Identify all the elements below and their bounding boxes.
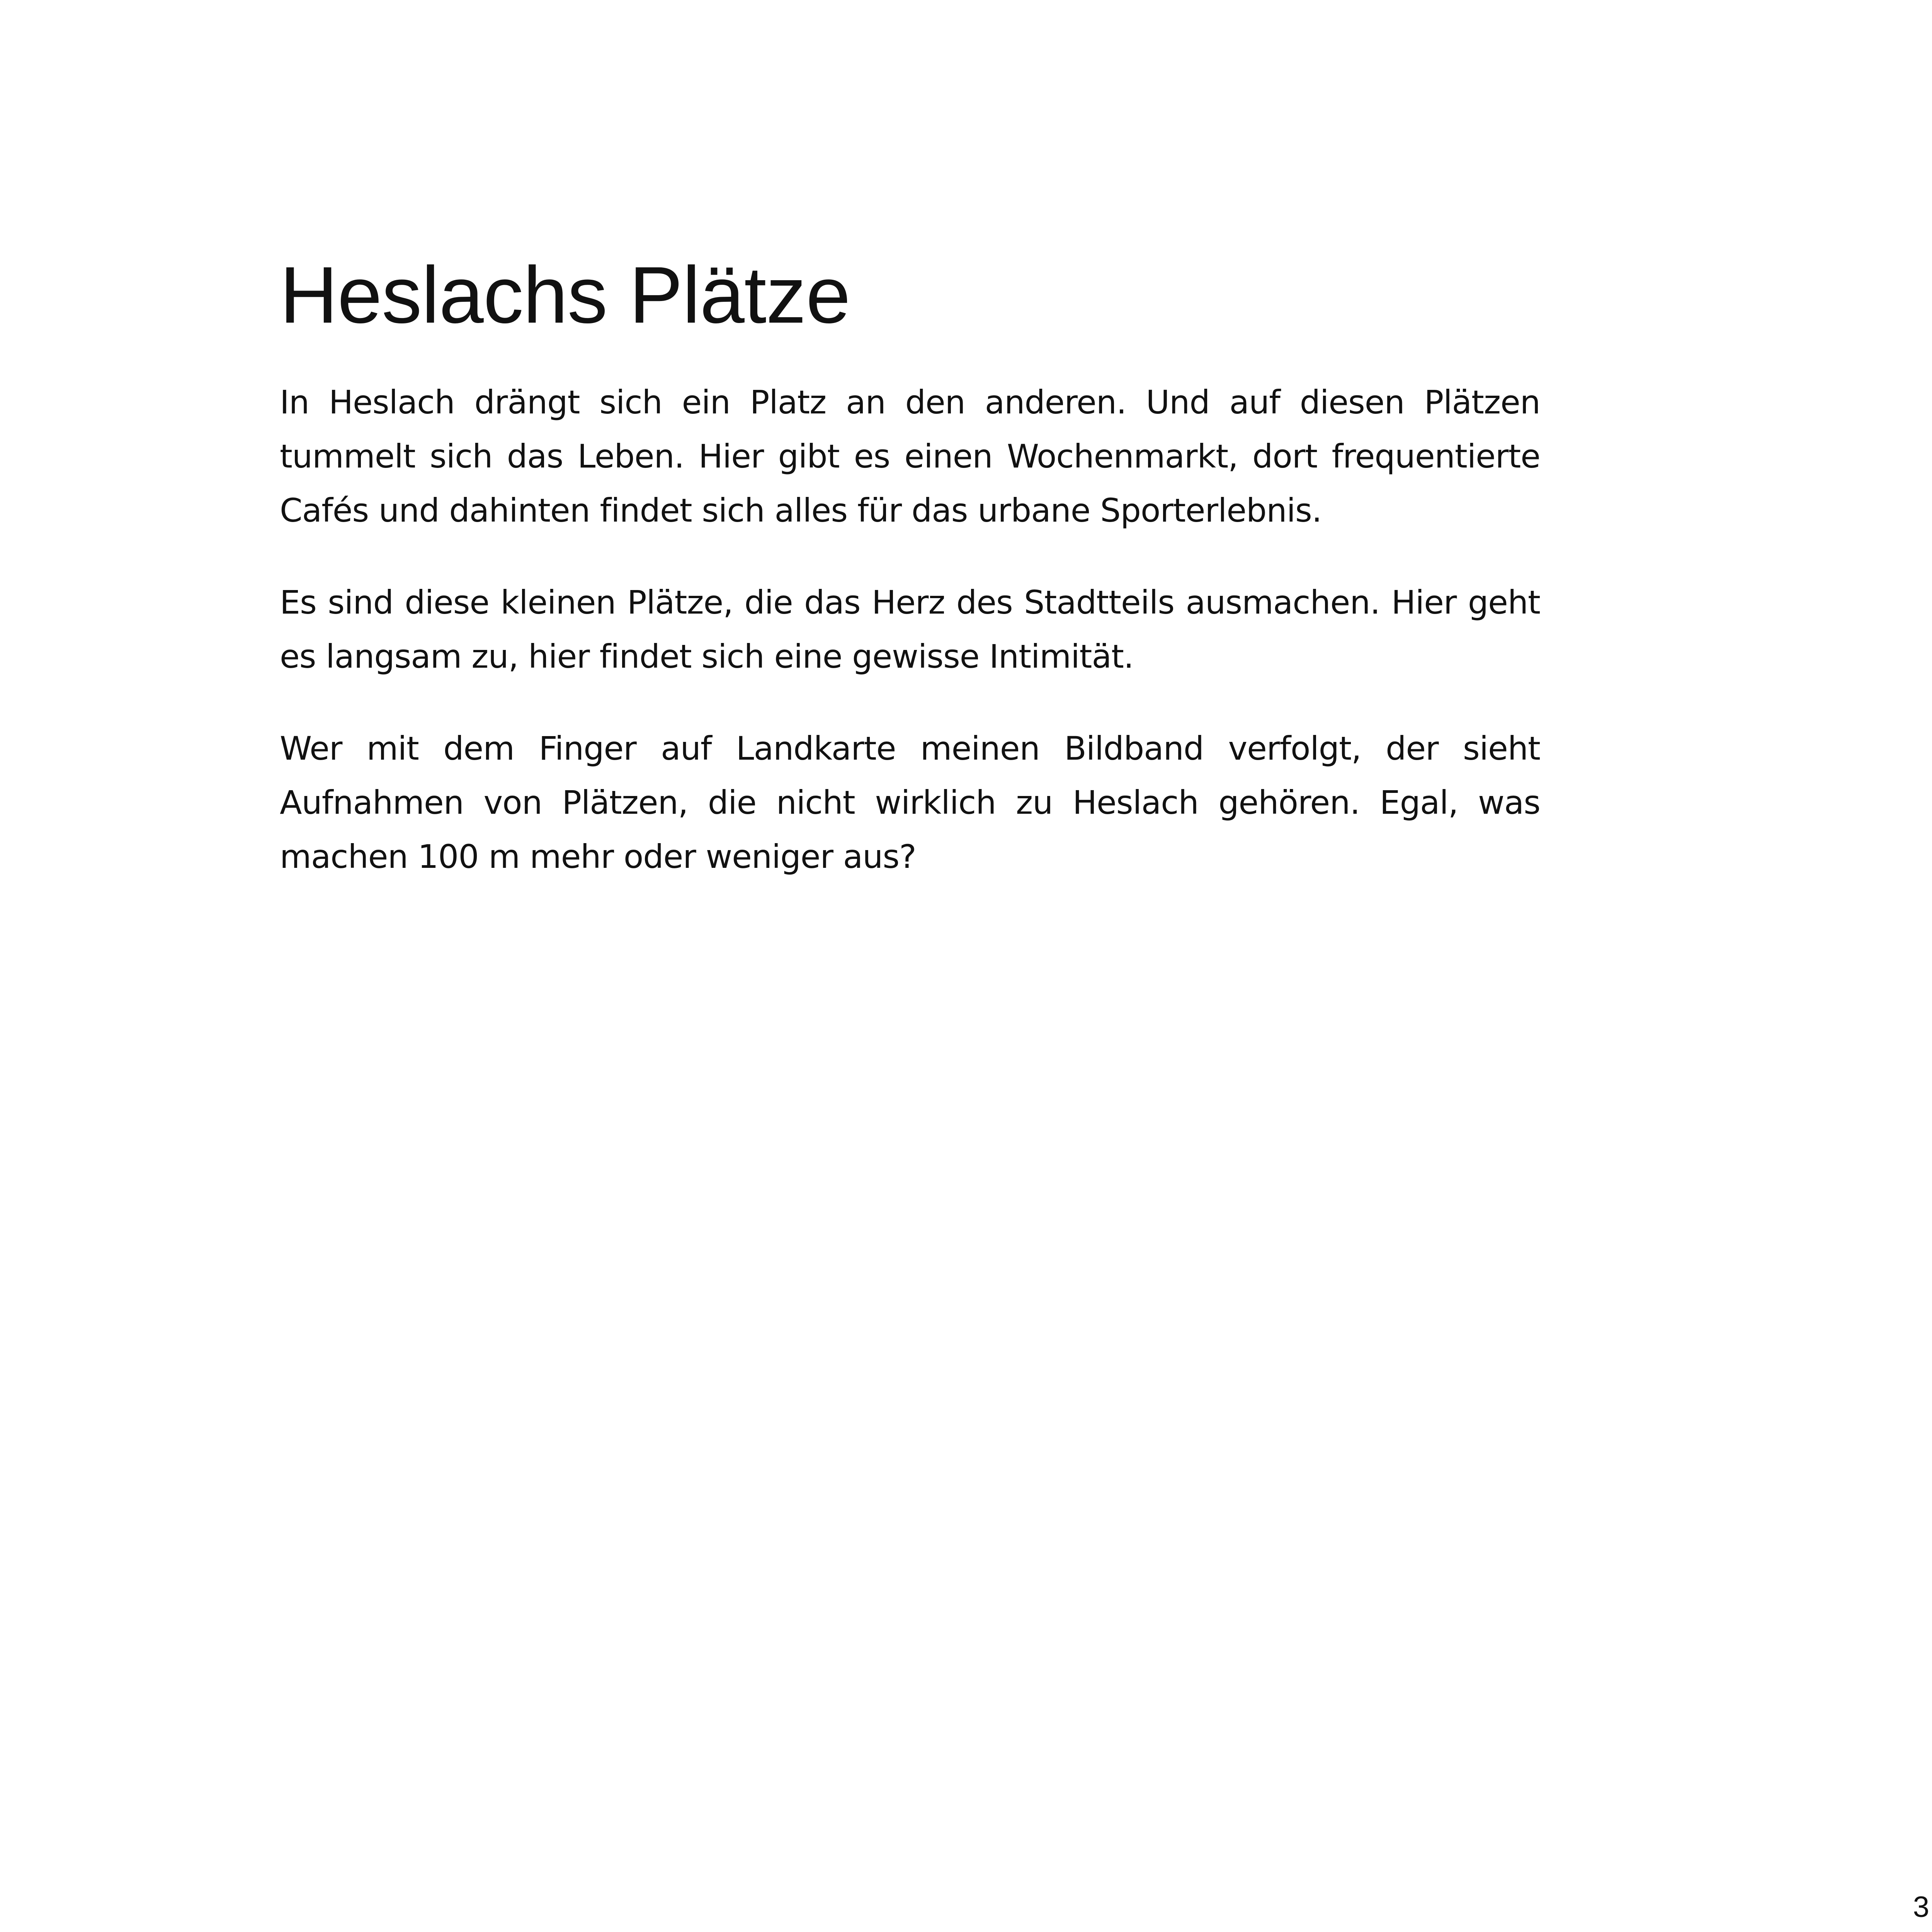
page-number: 3 <box>1913 1891 1929 1923</box>
body-paragraph-2: Es sind diese kleinen Plätze, die das Herz des Stadtteils ausmachen. Hier geht es langsam zu, hier findet sich eine gewisse Intimität. <box>280 583 1540 675</box>
page-content <box>280 251 1540 884</box>
body-paragraph-3: Wer mit dem Finger auf Landkarte meinen Bildband verfolgt, der sieht Aufnahmen von Plätzen, die nicht wirklich zu Heslach gehören. Egal, was machen 100 m mehr oder weniger aus? <box>280 729 1540 876</box>
page-title: Heslachs Plätze <box>280 250 850 340</box>
body-paragraph-1: In Heslach drängt sich ein Platz an den anderen. Und auf diesen Plätzen tummelt sich das Leben. Hier gibt es einen Wochenmarkt, dort frequentierte Cafés und dahinten findet sich alles für das urbane Sporterlebnis. <box>280 383 1540 529</box>
